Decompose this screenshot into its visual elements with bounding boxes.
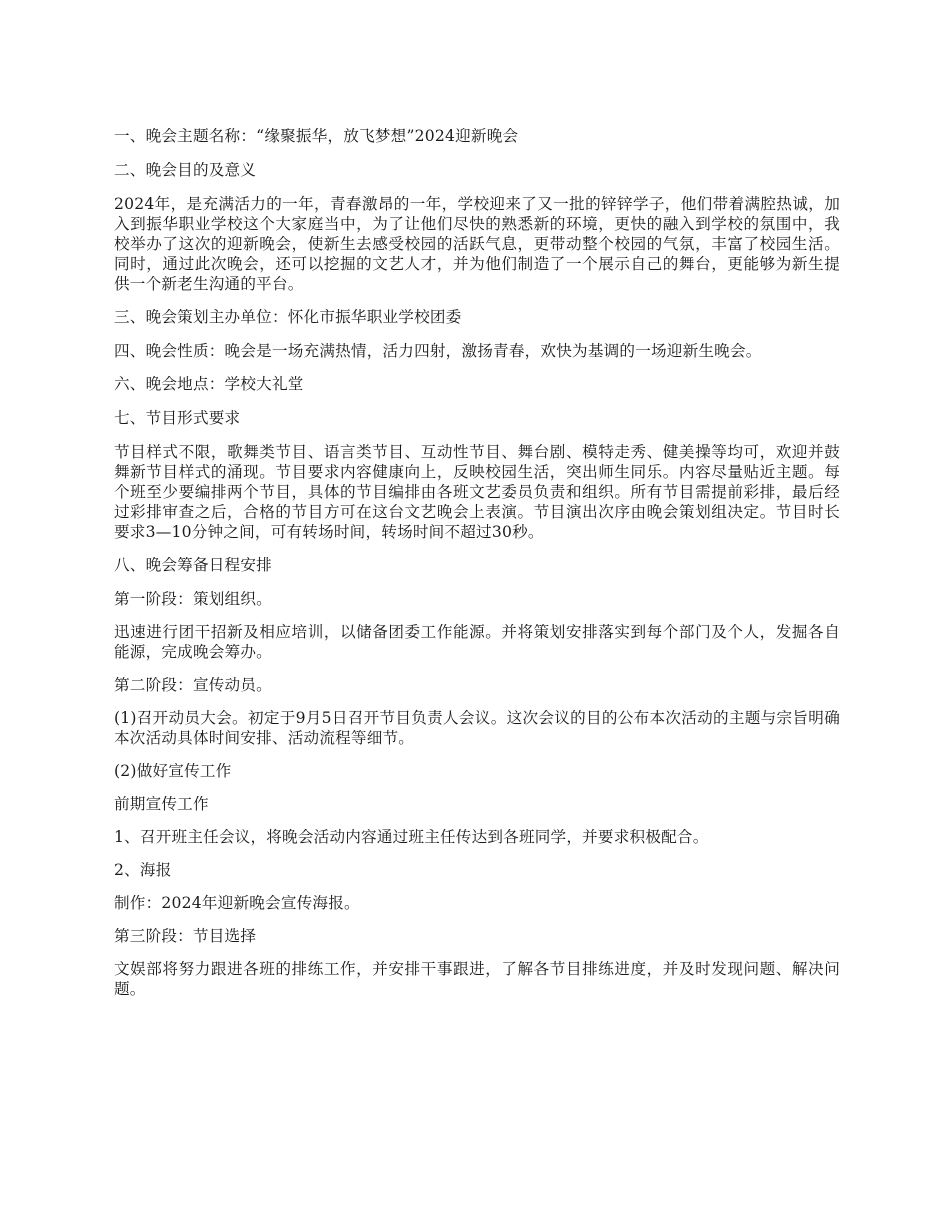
stage-three-title: 第三阶段：节目选择 xyxy=(114,927,257,945)
paragraph-mobilization-meeting: (1)召开动员大会。初定于9月5日召开节目负责人会议。这次会议的目的公布本次活动的主题与宗旨明确本次活动具体时间安排、活动流程等细节。 xyxy=(114,709,840,747)
stage-two-title: 第二阶段：宣传动员。 xyxy=(114,676,272,694)
section-title-organizer: 三、晚会策划主办单位：怀化市振华职业学校团委 xyxy=(114,308,462,326)
paragraph-teacher-meeting: 1、召开班主任会议，将晚会活动内容通过班主任传达到各班同学，并要求积极配合。 xyxy=(114,828,709,846)
paragraph-stage-three: 文娱部将努力跟进各班的排练工作，并安排干事跟进，了解各节目排练进度，并及时发现问题、解决问题。 xyxy=(114,960,840,998)
paragraph-early-publicity: 前期宣传工作 xyxy=(114,795,209,813)
section-title-purpose: 二、晚会目的及意义 xyxy=(114,161,257,179)
paragraph-poster-production: 制作：2024年迎新晚会宣传海报。 xyxy=(114,894,360,912)
stage-one-title: 第一阶段：策划组织。 xyxy=(114,590,272,608)
paragraph-program-requirements: 节目样式不限，歌舞类节目、语言类节目、互动性节目、舞台剧、模特走秀、健美操等均可，欢迎并鼓舞新节目样式的涌现。节目要求内容健康向上，反映校园生活，突出师生同乐。内容尽量贴近主题。每个班至少要编排两个节目，具体的节目编排由各班文艺委员负责和组织。所有节目需提前彩排，最后经过彩排审查之后，合格的节目方可在这台文艺晚会上表演。节目演出次序由晚会策划组决定。节目时长要求3—10分钟之间，可有转场时间，转场时间不超过30秒。 xyxy=(114,443,840,541)
section-title-venue: 六、晚会地点：学校大礼堂 xyxy=(114,375,304,393)
section-title-schedule: 八、晚会筹备日程安排 xyxy=(114,556,272,574)
paragraph-publicity-work: (2)做好宣传工作 xyxy=(114,762,232,780)
paragraph-stage-one: 迅速进行团干招新及相应培训，以储备团委工作能源。并将策划安排落实到每个部门及个人，发掘各自能源，完成晚会筹办。 xyxy=(114,623,840,661)
section-title-theme: 一、晚会主题名称：“缘聚振华，放飞梦想”2024迎新晚会 xyxy=(114,127,519,145)
paragraph-poster: 2、海报 xyxy=(114,861,172,879)
section-title-program-requirements: 七、节目形式要求 xyxy=(114,409,241,427)
paragraph-purpose: 2024年，是充满活力的一年，青春激昂的一年，学校迎来了又一批的锌锌学子，他们带着满腔热诚，加入到振华职业学校这个大家庭当中，为了让他们尽快的熟悉新的环境，更快的融入到学校的氛围中，我校举办了这次的迎新晚会，使新生去感受校园的活跃气息，更带动整个校园的气氛，丰富了校园生活。同时，通过此次晚会，还可以挖掘的文艺人才，并为他们制造了一个展示自己的舞台，更能够为新生提供一个新老生沟通的平台。 xyxy=(114,195,840,293)
paragraph-nature: 四、晚会性质：晚会是一场充满热情，活力四射，激扬青春，欢快为基调的一场迎新生晚会。 xyxy=(114,342,762,360)
